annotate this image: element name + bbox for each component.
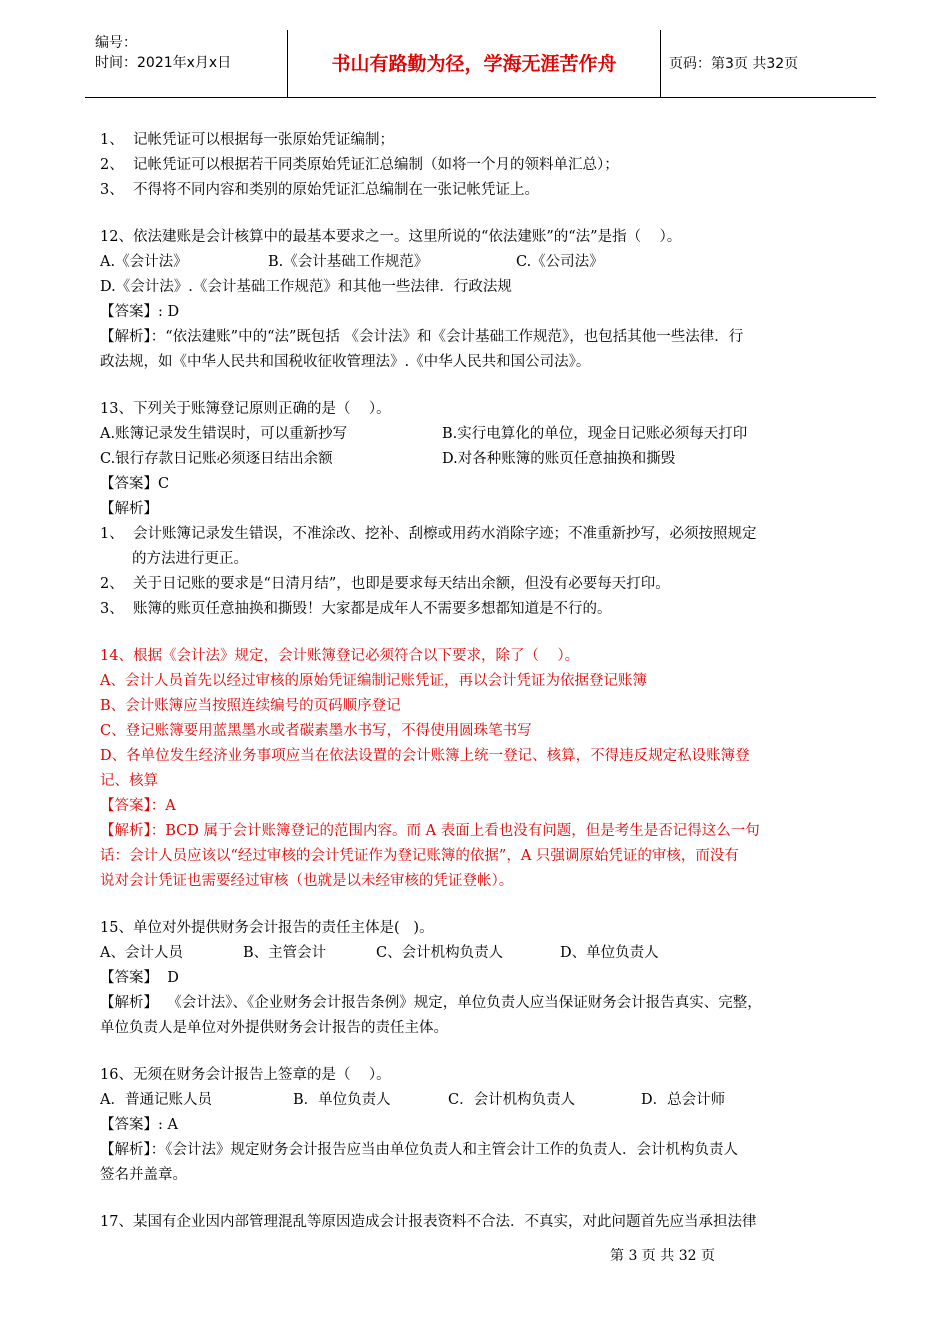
question-text: 17、某国有企业因内部管理混乱等原因造成会计报表资料不合法．不真实，对此问题首先应当承担法律: [100, 1214, 757, 1230]
question-14: [100, 644, 852, 894]
analysis: 【解析】 《会计法》、《企业财务会计报告条例》规定，单位负责人应当保证财务会计报告真实、完整，: [100, 995, 762, 1011]
page-header: [85, 30, 876, 98]
option-a: A.账簿记录发生错误时，可以重新抄写: [100, 426, 348, 442]
analysis-continued: 话：会计人员应该以“经过审核的会计凭证作为登记账簿的依据”，A 只强调原始凭证的审核，而没有: [100, 848, 739, 864]
analysis-point: 1、 会计账簿记录发生错误，不准涂改、挖补、刮檫或用药水消除字迹；不准重新抄写，必须按照规定: [100, 526, 757, 542]
header-page-info: 页码：第3页 共32页: [669, 56, 799, 72]
option-d: D、各单位发生经济业务事项应当在依法设置的会计账簿上统一登记、核算，不得违反规定私设账簿登: [100, 748, 750, 764]
options-row: [100, 250, 852, 275]
header-meta: [85, 30, 288, 98]
options-row: [100, 422, 852, 447]
option-b: B.《会计基础工作规范》: [268, 254, 429, 270]
option-c: C.《公司法》: [516, 254, 604, 270]
analysis-point-continued: 的方法进行更正。: [132, 551, 248, 567]
question-15: [100, 916, 852, 1041]
answer: 【答案】：A: [100, 798, 176, 814]
date-label: 时间：2021年x月x日: [95, 55, 232, 71]
analysis-continued: 单位负责人是单位对外提供财务会计报告的责任主体。: [100, 1020, 448, 1036]
option-c: C、会计机构负责人: [376, 945, 504, 961]
option-d: D.《会计法》.《会计基础工作规范》和其他一些法律．行政法规: [100, 279, 512, 295]
header-motto: 书山有路勤为径，学海无涯苦作舟: [288, 30, 661, 98]
option-b: B.实行电算化的单位，现金日记账必须每天打印: [442, 426, 748, 442]
option-d-continued: 记、核算: [100, 773, 158, 789]
code-label: 编号：: [95, 35, 137, 51]
option-b: B、会计账簿应当按照连续编号的页码顺序登记: [100, 698, 401, 714]
answer: 【答案】: D: [100, 304, 180, 320]
question-16: [100, 1063, 852, 1188]
option-a: A.《会计法》: [100, 254, 188, 270]
answer: 【答案】 D: [100, 970, 179, 986]
question-text: 14、根据《会计法》规定，会计账簿登记必须符合以下要求，除了（ ）。: [100, 648, 580, 664]
analysis-point: 3、 账簿的账页任意抽换和撕毁！大家都是成年人不需要多想都知道是不行的。: [100, 601, 612, 617]
answer: 【答案】: A: [100, 1117, 178, 1133]
option-d: D.对各种账簿的账页任意抽换和撕毁: [442, 451, 676, 467]
list-item: 1、 记帐凭证可以根据每一张原始凭证编制；: [100, 132, 394, 148]
question-17: [100, 1210, 852, 1235]
options-row: [100, 1088, 852, 1113]
option-a: A、会计人员首先以经过审核的原始凭证编制记账凭证，再以会计凭证为依据登记账簿: [100, 673, 647, 689]
question-12: [100, 225, 852, 375]
analysis: 【解析】：“依法建账”中的“法”既包括 《会计法》和《会计基础工作规范》，也包括其他一些法律．行: [100, 329, 744, 345]
option-b: B．单位负责人: [293, 1092, 391, 1108]
analysis-point: 2、 关于日记账的要求是“日清月结”，也即是要求每天结出余额，但没有必要每天打印。: [100, 576, 670, 592]
question-text: 13、下列关于账簿登记原则正确的是（ ）。: [100, 401, 391, 417]
option-a: A．普通记账人员: [100, 1092, 212, 1108]
option-d: D．总会计师: [641, 1092, 726, 1108]
option-c: C.银行存款日记账必须逐日结出余额: [100, 451, 333, 467]
options-row: [100, 941, 852, 966]
option-c: C．会计机构负责人: [448, 1092, 576, 1108]
list-item: 3、 不得将不同内容和类别的原始凭证汇总编制在一张记帐凭证上。: [100, 182, 539, 198]
question-text: 15、单位对外提供财务会计报告的责任主体是( )。: [100, 920, 434, 936]
analysis-continued: 签名并盖章。: [100, 1167, 187, 1183]
analysis: 【解析】：《会计法》规定财务会计报告应当由单位负责人和主管会计工作的负责人．会计机构负责人: [100, 1142, 738, 1158]
question-text: 16、无须在财务会计报告上签章的是（ ）。: [100, 1067, 391, 1083]
option-a: A、会计人员: [100, 945, 183, 961]
analysis-label: 【解析】: [100, 501, 158, 517]
analysis: 【解析】：BCD 属于会计账簿登记的范围内容。而 A 表面上看也没有问题，但是考生是否记得这么一句: [100, 823, 760, 839]
analysis-continued: 政法规，如《中华人民共和国税收征收管理法》.《中华人民共和国公司法》。: [100, 354, 591, 370]
list-item: 2、 记帐凭证可以根据若干同类原始凭证汇总编制（如将一个月的领料单汇总）；: [100, 157, 619, 173]
intro-list: [100, 128, 852, 203]
question-text: 12、依法建账是会计核算中的最基本要求之一。这里所说的“依法建账”的“法”是指（ ）。: [100, 229, 682, 245]
option-c: C、登记账簿要用蓝黑墨水或者碳素墨水书写，不得使用圆珠笔书写: [100, 723, 532, 739]
option-b: B、主管会计: [243, 945, 327, 961]
option-d: D、单位负责人: [560, 945, 659, 961]
answer: 【答案】C: [100, 476, 170, 492]
options-row: [100, 447, 852, 472]
question-13: [100, 397, 852, 622]
page-footer: 第 3 页 共 32 页: [610, 1248, 715, 1264]
document-body: [100, 128, 852, 1235]
analysis-continued: 说对会计凭证也需要经过审核（也就是以未经审核的凭证登帐）。: [100, 873, 514, 889]
